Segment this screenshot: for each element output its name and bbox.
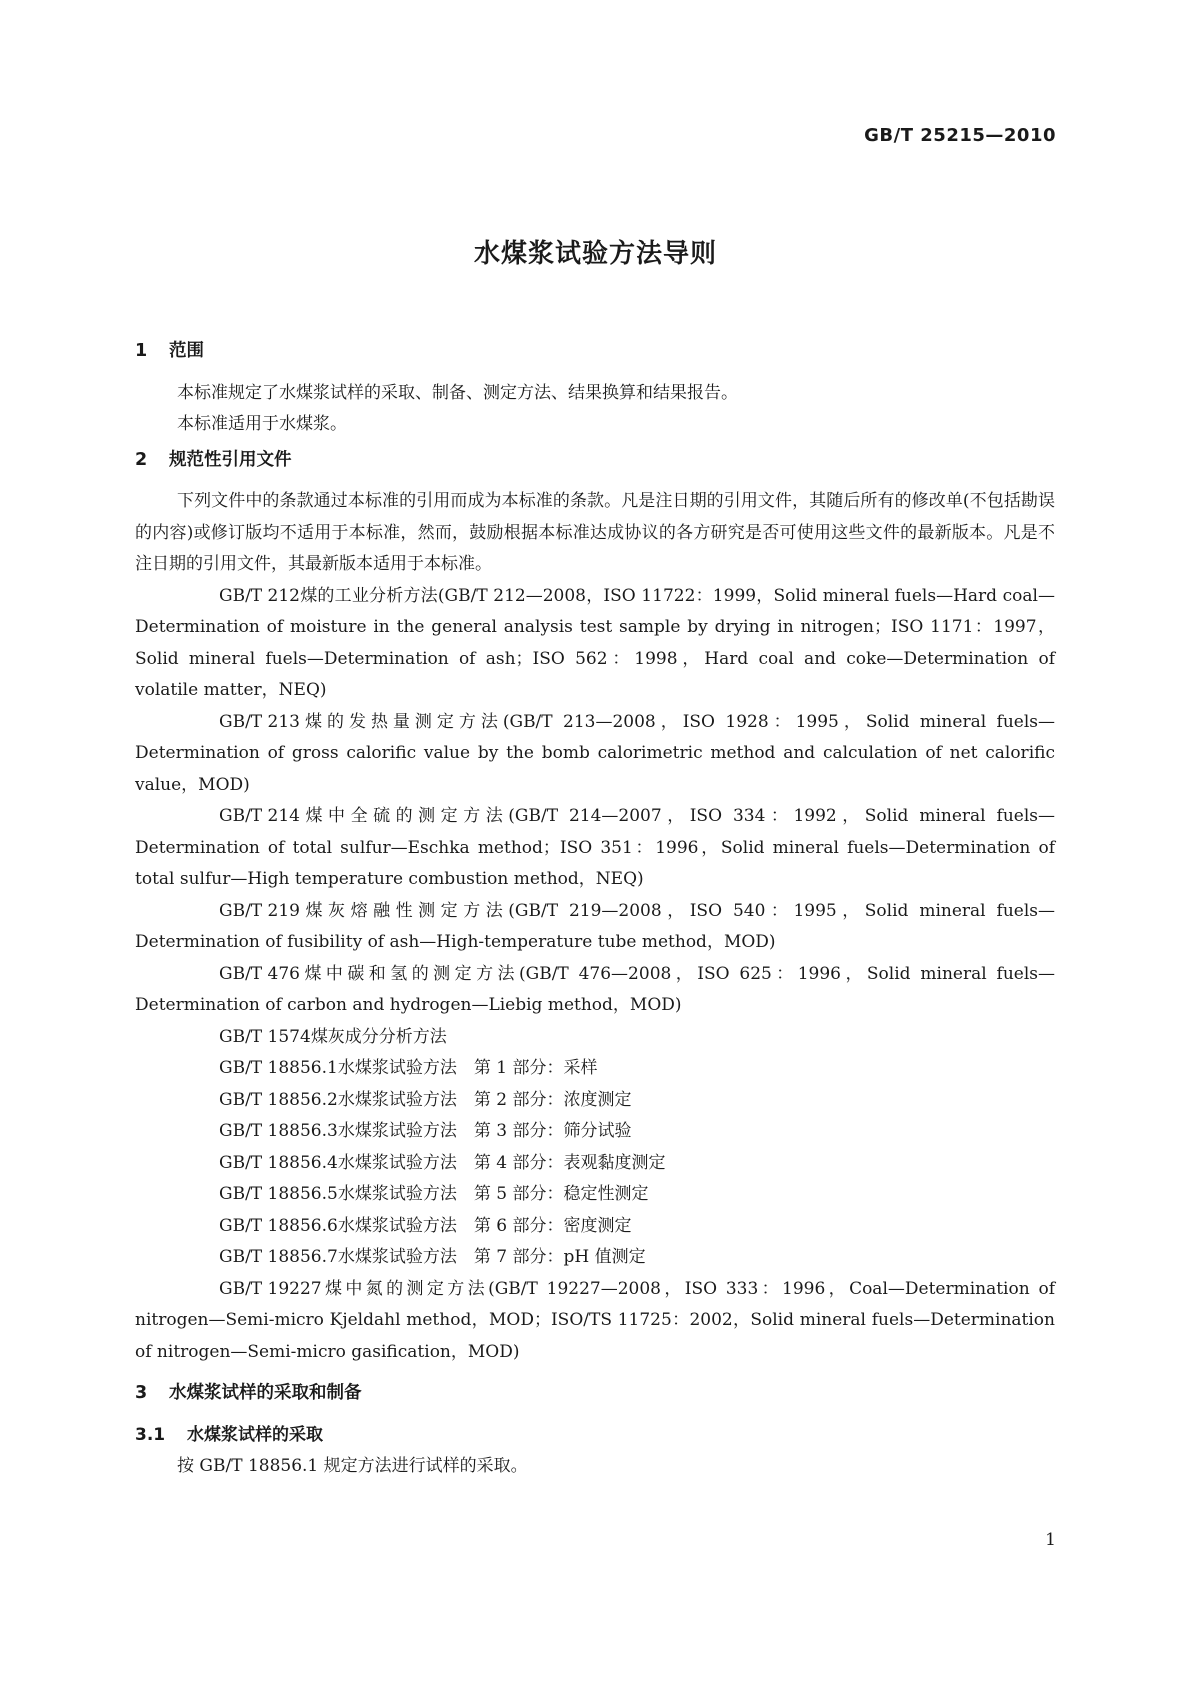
reference-code: GB/T 18856.4 [219, 1152, 338, 1173]
reference-text: 煤灰成分分析方法 [310, 1026, 447, 1047]
section-3-1-heading [135, 1420, 1055, 1452]
reference-item [135, 1148, 1055, 1180]
reference-item [135, 581, 1055, 707]
section-2-heading [135, 445, 1055, 477]
reference-text: 水煤浆试验方法 第 2 部分：浓度测定 [337, 1089, 632, 1110]
reference-text: 水煤浆试验方法 第 3 部分：筛分试验 [337, 1121, 632, 1141]
reference-item [135, 1022, 1055, 1054]
reference-text: 煤的发热量测定方法(GB/T 213—2008，ISO 1928：1995，Solid mineral fuels—Determination of gross calorific value by the bomb calorimetric method and calculation of net calorific value，MOD) [135, 711, 1055, 795]
reference-code: GB/T 476 [219, 963, 300, 984]
reference-item [135, 1242, 1055, 1274]
reference-code: GB/T 214 [219, 806, 300, 826]
references-intro: 下列文件中的条款通过本标准的引用而成为本标准的条款。凡是注日期的引用文件，其随后所有的修改单(不包括勘误的内容)或修订版均不适用于本标准，然而，鼓励根据本标准达成协议的各方研究是否可使用这些文件的最新版本。凡是不注日期的引用文件，其最新版本适用于本标准。 [135, 491, 1055, 574]
section-3-1-number: 3.1 [135, 1424, 166, 1445]
reference-text: 水煤浆试验方法 第 6 部分：密度测定 [337, 1215, 632, 1236]
reference-code: GB/T 18856.2 [219, 1089, 338, 1110]
section-1-number: 1 [135, 341, 148, 361]
section-3-title: 水煤浆试样的采取和制备 [169, 1383, 362, 1403]
scope-paragraph: 本标准适用于水煤浆。 [177, 414, 347, 434]
reference-item [135, 707, 1055, 802]
reference-code: GB/T 213 [219, 711, 300, 732]
reference-code: GB/T 219 [219, 900, 300, 921]
section-1-heading [135, 336, 1055, 368]
reference-item [135, 1179, 1055, 1211]
section-3-number: 3 [135, 1383, 148, 1403]
reference-code: GB/T 212 [219, 585, 300, 606]
page-number: 1 [1045, 1530, 1056, 1550]
reference-item [135, 801, 1055, 896]
reference-item [135, 959, 1055, 1022]
section-2-number: 2 [135, 449, 148, 470]
reference-item [135, 1211, 1055, 1243]
reference-text: 水煤浆试验方法 第 4 部分：表观黏度测定 [337, 1152, 666, 1173]
reference-code: GB/T 1574 [219, 1026, 311, 1047]
document-body [135, 336, 1055, 1483]
reference-text: 煤灰熔融性测定方法(GB/T 219—2008，ISO 540：1995，Solid mineral fuels—Determination of fusibility of ash—High-temperature tube method，MOD) [135, 900, 1055, 952]
reference-code: GB/T 18856.6 [219, 1215, 338, 1236]
sampling-paragraph: 按 GB/T 18856.1 规定方法进行试样的采取。 [177, 1456, 528, 1476]
reference-text: 水煤浆试验方法 第 7 部分：pH 值测定 [337, 1247, 646, 1267]
reference-item [135, 1085, 1055, 1117]
standard-code: GB/T 25215—2010 [864, 125, 1056, 146]
reference-code: GB/T 18856.3 [219, 1121, 338, 1141]
reference-text: 煤中碳和氢的测定方法(GB/T 476—2008，ISO 625：1996，Solid mineral fuels—Determination of carbon and hydrogen—Liebig method，MOD) [135, 963, 1055, 1015]
section-3-heading [135, 1378, 1055, 1410]
reference-item [135, 1116, 1055, 1148]
reference-code: GB/T 18856.7 [219, 1247, 338, 1267]
section-2-title: 规范性引用文件 [169, 449, 292, 470]
scope-paragraph: 本标准规定了水煤浆试样的采取、制备、测定方法、结果换算和结果报告。 [177, 382, 738, 403]
section-1-title: 范围 [169, 341, 204, 361]
reference-text: 煤中全硫的测定方法(GB/T 214—2007，ISO 334：1992，Solid mineral fuels—Determination of total sulfur—Eschka method；ISO 351：1996，Solid mineral fuels—Determination of total sulfur—High temperature combustion method，NEQ) [135, 806, 1055, 889]
reference-text: 水煤浆试验方法 第 1 部分：采样 [337, 1058, 598, 1078]
reference-text: 煤的工业分析方法(GB/T 212—2008，ISO 11722：1999，Solid mineral fuels—Hard coal—Determination of moisture in the general analysis test sample by drying in nitrogen；ISO 1171：1997，Solid mineral fuels—Determination of ash；ISO 562：1998，Hard coal and coke—Determination of volatile matter，NEQ) [135, 585, 1055, 700]
reference-item [135, 1274, 1055, 1369]
reference-code: GB/T 18856.1 [219, 1058, 338, 1078]
document-title: 水煤浆试验方法导则 [473, 239, 717, 269]
reference-code: GB/T 18856.5 [219, 1184, 338, 1204]
section-3-1-title: 水煤浆试样的采取 [187, 1424, 323, 1445]
reference-item [135, 1053, 1055, 1085]
reference-item [135, 896, 1055, 959]
reference-code: GB/T 19227 [219, 1278, 322, 1299]
reference-text: 水煤浆试验方法 第 5 部分：稳定性测定 [337, 1184, 649, 1204]
reference-text: 煤中氮的测定方法(GB/T 19227—2008，ISO 333：1996，Coal—Determination of nitrogen—Semi-micro Kjeldahl method，MOD；ISO/TS 11725：2002，Solid mineral fuels—Determination of nitrogen—Semi-micro gasification，MOD) [135, 1278, 1055, 1362]
